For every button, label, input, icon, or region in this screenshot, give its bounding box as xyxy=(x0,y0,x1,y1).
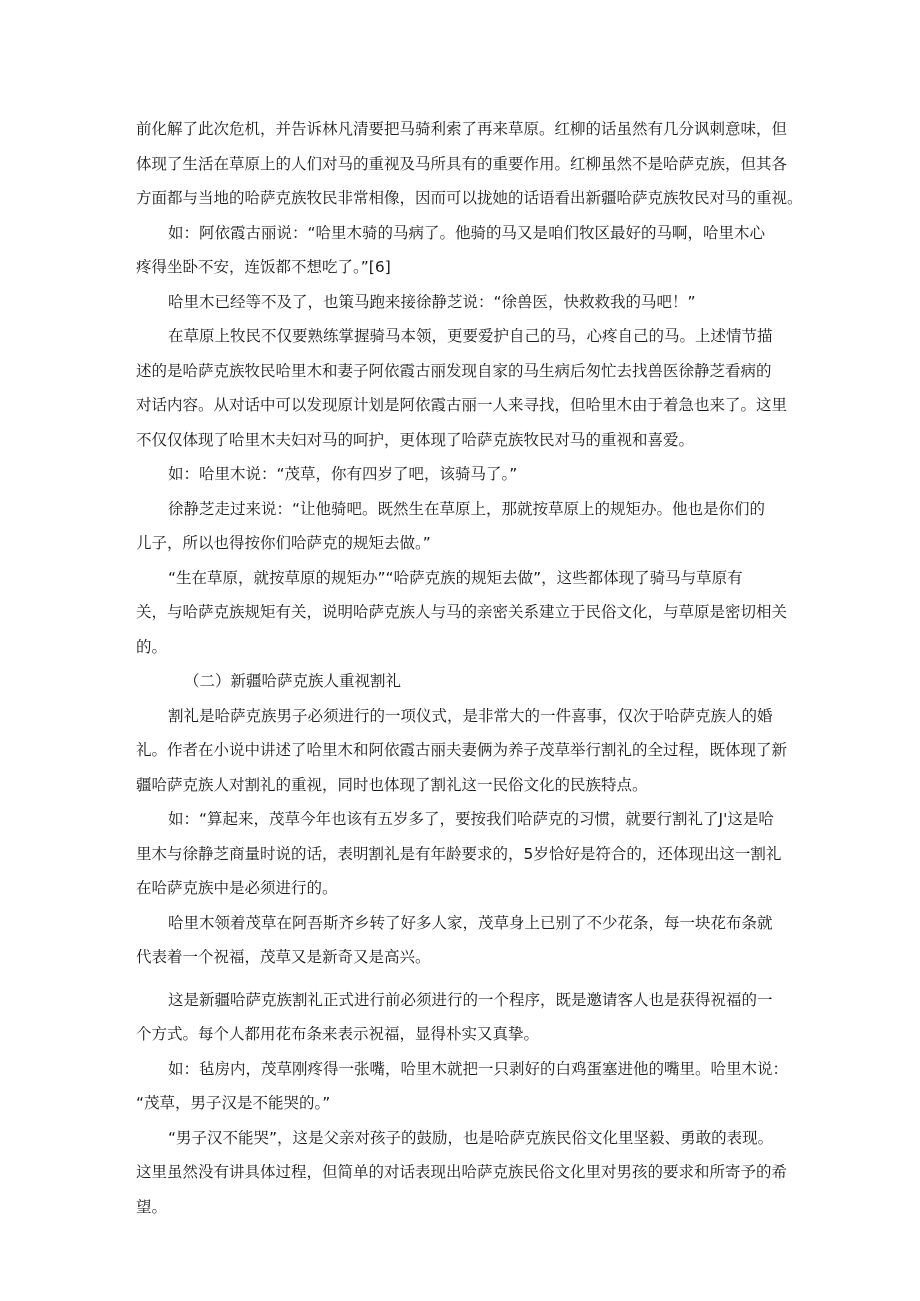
text-line: 在草原上牧民不仅要熟练掌握骑马本领，更要爱护自己的马，心疼自己的马。上述情节描 xyxy=(168,327,773,345)
text-line: 个方式。每个人都用花布条来表示祝福，显得朴实又真挚。 xyxy=(136,1025,540,1043)
text-line: 儿子，所以也得按你们哈萨克的规矩去做。” xyxy=(136,534,431,552)
paragraph xyxy=(136,1052,796,1121)
section-heading: （二）新疆哈萨克族人重视割礼 xyxy=(184,672,402,690)
text-line: 代表着一个祝福，茂草又是新奇又是高兴。 xyxy=(136,948,431,966)
text-line: 如：“算起来，茂草今年也该有五岁多了，要按我们哈萨克的习惯，就要行割礼了J'这是哈 xyxy=(168,810,774,828)
paragraph xyxy=(136,216,796,285)
paragraph-gap xyxy=(136,975,796,983)
paragraph xyxy=(136,457,796,492)
text-line: “男子汉不能哭”，这是父亲对孩子的鼓励，也是哈萨克族民俗文化里坚毅、勇敢的表现。 xyxy=(168,1128,774,1147)
text-line: 疆哈萨克族人对割礼的重视，同时也体现了割礼这一民俗文化的民族特点。 xyxy=(136,775,648,794)
text-line: “茂草，男子汉是不能哭的。” xyxy=(136,1094,331,1112)
text-line: 徐静芝走过来说：“让他骑吧。既然生在草原上，那就按草原上的规矩办。他也是你们的 xyxy=(168,499,766,518)
text-line: 前化解了此次危机，并告诉林凡清要把马骑利索了再来草原。红柳的话虽然有几分讽刺意味，但 xyxy=(136,120,788,138)
text-line: 这里虽然没有讲具体过程，但简单的对话表现出哈萨克族民俗文化里对男孩的要求和所寄予的希 xyxy=(136,1163,788,1181)
text-line: 方面都与当地的哈萨克族牧民非常相像，因而可以拢她的话语看出新疆哈萨克族牧民对马的重视。 xyxy=(136,189,803,207)
text-line: 礼。作者在小说中讲述了哈里木和阿依霞古丽夫妻俩为养子茂草举行割礼的全过程，既体现了新 xyxy=(136,741,788,759)
text-line: 如：阿依霞古丽说：“哈里木骑的马病了。他骑的马又是咱们牧区最好的马啊，哈里木心 xyxy=(168,223,766,242)
text-line: 里木与徐静芝商量时说的话，表明割礼是有年龄要求的，5岁恰好是符合的，还体现出这一割礼 xyxy=(136,844,782,863)
paragraph xyxy=(136,112,803,216)
paragraph xyxy=(136,699,796,803)
text-line: 望。 xyxy=(136,1197,168,1216)
text-line: 体现了生活在草原上的人们对马的重视及马所具有的重要作用。红柳虽然不是哈萨克族，但其各 xyxy=(136,154,788,173)
text-line: 如：毡房内，茂草刚疼得一张嘴，哈里木就把一只剥好的白鸡蛋塞进他的嘴里。哈里木说： xyxy=(168,1059,789,1078)
text-line: 的。 xyxy=(136,637,168,656)
text-line: 哈里木已经等不及了，也策马跑来接徐静芝说：“徐兽医，快救救我的马吧！” xyxy=(168,292,696,311)
text-line: 对话内容。从对话中可以发现原计划是阿依霞古丽一人来寻找，但哈里木由于着急也来了。这里 xyxy=(136,396,788,414)
text-line: 在哈萨克族中是必须进行的。 xyxy=(136,879,338,897)
text-line: 哈里木领着茂草在阿吾斯齐乡转了好多人家，茂草身上已别了不少花条，每一块花布条就 xyxy=(168,913,773,932)
text-line: 述的是哈萨克族牧民哈里木和妻子阿依霞古丽发现自家的马生病后匆忙去找兽医徐静芝看病的 xyxy=(136,361,772,380)
paragraph xyxy=(136,319,796,457)
text-line: “生在草原，就按草原的规矩办”“哈萨克族的规矩去做”，这些都体现了骑马与草原有 xyxy=(168,568,743,587)
paragraph xyxy=(136,983,796,1052)
paragraph xyxy=(136,1121,796,1225)
text-line: 不仅仅体现了哈里木夫妇对马的呵护，更体现了哈萨克族牧民对马的重视和喜爱。 xyxy=(136,430,695,449)
paragraph xyxy=(136,906,796,975)
text-line: 疼得坐卧不安，连饭都不想吃了。”[6] xyxy=(136,258,391,276)
paragraph xyxy=(136,492,796,561)
paragraph xyxy=(136,285,796,320)
document-page xyxy=(136,112,803,1224)
paragraph xyxy=(136,802,796,906)
text-line: 关，与哈萨克族规矩有关，说明哈萨克族人与马的亲密关系建立于民俗文化，与草原是密切相关 xyxy=(136,603,788,621)
paragraph xyxy=(136,561,796,665)
text-line: 这是新疆哈萨克族割礼正式进行前必须进行的一个程序，既是邀请客人也是获得祝福的一 xyxy=(168,990,773,1009)
text-line: 如：哈里木说：“茂草，你有四岁了吧，该骑马了。” xyxy=(168,465,518,483)
text-line: 割礼是哈萨克族男子必须进行的一项仪式，是非常大的一件喜事，仅次于哈萨克族人的婚 xyxy=(168,706,773,725)
